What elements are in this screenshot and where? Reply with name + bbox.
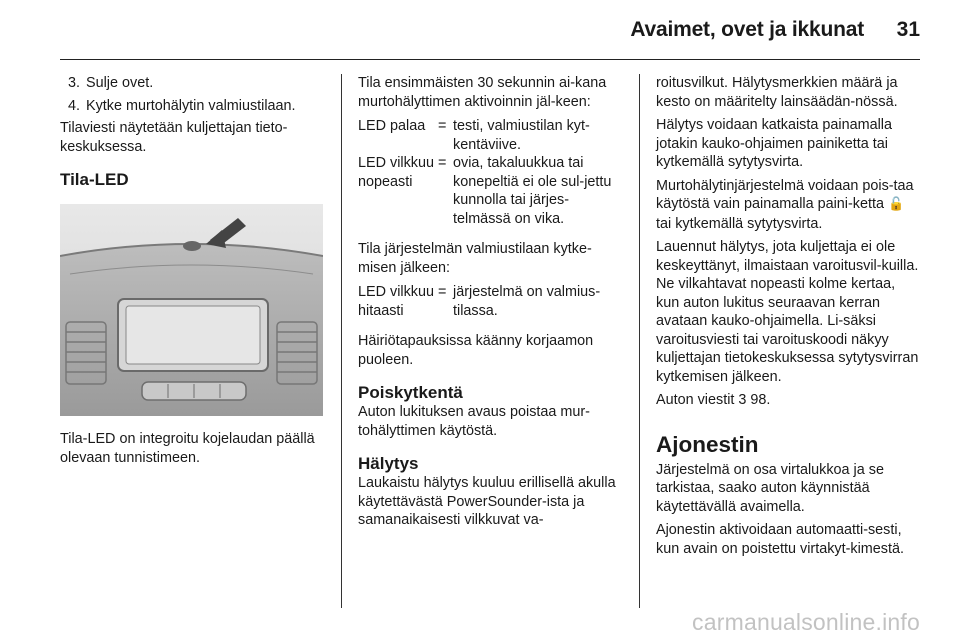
paragraph: Ajonestin aktivoidaan automaatti-sesti, kun avain on poistettu virtakyt-kimestä. — [656, 522, 904, 557]
table-cell: LED vilkkuu hitaasti — [358, 284, 434, 319]
dashboard-sensor-figure — [60, 204, 323, 416]
table-row — [358, 283, 626, 320]
table-cell: järjestelmä on valmius-tilassa. — [453, 284, 601, 319]
table-cell: = — [438, 118, 447, 134]
section-heading-halytys: Hälytys — [358, 454, 419, 473]
paragraph: Tila järjestelmän valmiustilaan kytke-misen jälkeen: — [358, 241, 592, 276]
led-status-table-2 — [358, 283, 626, 320]
section-heading-poiskytkenta: Poiskytkentä — [358, 383, 463, 402]
list-item: 3. Sulje ovet. — [84, 74, 328, 93]
table-row — [358, 154, 626, 228]
column-divider-1 — [341, 74, 342, 608]
header-rule — [60, 59, 920, 60]
table-cell: ovia, takaluukkua tai konepeltiä ei ole sul-jettu kunnolla tai järjes-telmässä on vika. — [453, 155, 612, 227]
table-row — [358, 117, 626, 154]
paragraph: Tilaviesti näytetään kuljettajan tieto-keskuksessa. — [60, 120, 288, 155]
paragraph: Laukaistu hälytys kuuluu erillisellä akulla käytettävästä PowerSounder-ista ja samanaikaisesti vilkkuvat va- — [358, 475, 616, 528]
section-ajonestin — [656, 432, 922, 559]
led-status-table-1 — [358, 117, 626, 228]
table-cell: LED palaa — [358, 118, 426, 134]
column-3 — [656, 74, 922, 563]
section-heading-tila-led: Tila-LED — [60, 170, 129, 189]
table-cell: = — [438, 155, 447, 171]
paragraph: Hälytys voidaan katkaista painamalla jotakin kauko-ohjaimen painiketta tai kytkemällä sytytysvirta. — [656, 117, 892, 170]
section-halytys — [358, 454, 626, 530]
page-number: 31 — [896, 18, 920, 41]
column-1 — [60, 74, 328, 472]
paragraph: Järjestelmä on osa virtalukkoa ja se tarkistaa, saako auton käynnistää käytettävällä avaimella. — [656, 461, 884, 515]
column-2 — [358, 74, 626, 535]
paragraph: roitusvilkut. Hälytysmerkkien määrä ja kesto on määritelty lainsäädän-nössä. — [656, 75, 898, 110]
paragraph: Auton lukituksen avaus poistaa mur-tohälyttimen käytöstä. — [358, 404, 590, 439]
steps-list — [60, 74, 328, 115]
unlock-icon: 🔓 — [887, 197, 905, 212]
paragraph: Murtohälytinjärjestelmä voidaan pois-taa käytöstä vain painamalla paini-ketta 🔓 tai kytkemällä sytytysvirta. — [656, 177, 914, 232]
figure-caption: Tila-LED on integroitu kojelaudan päällä olevaan tunnistimeen. — [60, 431, 315, 466]
page-reference-arrow-icon: 3 — [738, 392, 747, 408]
paragraph: Tila ensimmäisten 30 sekunnin ai-kana murtohälyttimen aktivoinnin jäl-keen: — [358, 75, 607, 110]
table-cell: testi, valmiustilan kyt-kentäviive. — [453, 118, 590, 153]
section-poiskytkenta — [358, 383, 626, 440]
paragraph: Lauennut hälytys, jota kuljettaja ei ole keskeyttänyt, ilmaistaan varoitusvil-kuilla. Ne vilkahtavat nopeasti kolme kertaa, kun auton lukitus seuraavan kerran avataan kauko-ohjaimella. Li-säksi varoitusviesti tai varoituskoodi näkyy kuljettajan tietokeskuksessa sytytysvirran kytkemisen jälkeen. — [656, 239, 919, 385]
paragraph: Auton viestit 3 98. — [656, 392, 771, 408]
table-cell: = — [438, 284, 447, 300]
list-item: 4. Kytke murtohälytin valmiustilaan. — [84, 97, 328, 116]
running-header-title: Avaimet, ovet ja ikkunat — [630, 18, 864, 41]
cross-reference-link[interactable]: 98. — [750, 392, 771, 408]
column-divider-2 — [639, 74, 640, 608]
table-cell: LED vilkkuu nopeasti — [358, 155, 434, 190]
paragraph: Häiriötapauksissa käänny korjaamon puoleen. — [358, 333, 594, 368]
section-heading-ajonestin: Ajonestin — [656, 431, 759, 457]
watermark: carmanualsonline.info — [692, 609, 920, 635]
